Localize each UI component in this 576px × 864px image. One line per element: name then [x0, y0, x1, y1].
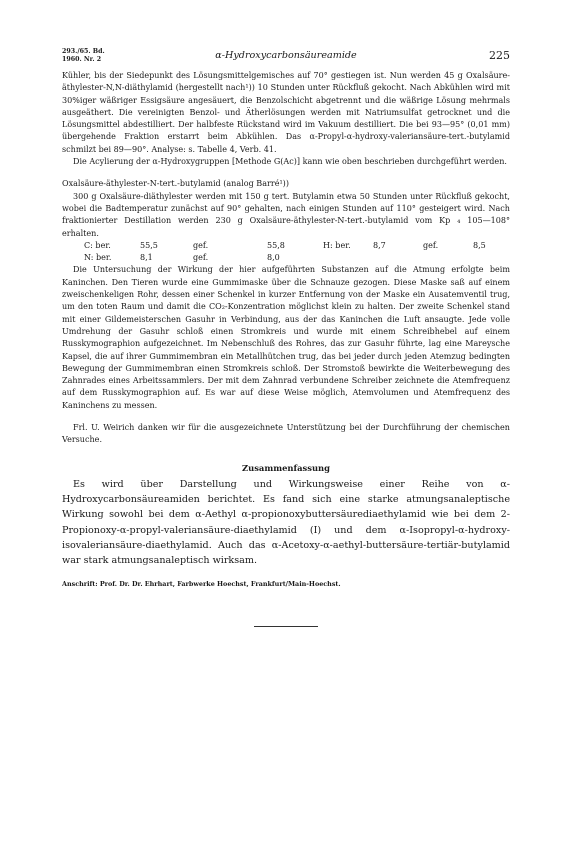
journal-volume: 293./65. Bd.: [62, 48, 105, 55]
analysis-row: C: ber. 55,5 gef. 55,8 H: ber. 8,7 gef. 8,5: [84, 240, 486, 250]
running-title: α-Hydroxycarbonsäureamide: [215, 50, 357, 61]
journal-year: 1960. Nr. 2: [62, 55, 102, 63]
journal-page: [62, 48, 510, 627]
page-header: [62, 48, 510, 70]
acknowledgement: Frl. U. Weirich danken wir für die ausgezeichnete Unterstützung bei der Durchführung der chemischen Versuche.: [62, 423, 510, 445]
summary-title: Zusammenfassung: [242, 462, 330, 473]
elemental-analysis: [84, 240, 510, 265]
author-address: Anschrift: Prof. Dr. Dr. Ehrhart, Farbwerke Hoechst, Frankfurt/Main-Hoechst.: [62, 580, 341, 589]
paragraph-synthesis: 300 g Oxalsäure-diäthylester werden mit 150 g tert. Butylamin etwa 50 Stunden unter Rückfluß gekocht, wobei die Badtemperatur zunächst auf 90° gehalten, nach einigen Stunden auf 110° gesteigert wird. Nach fraktionierter Destillation werden 230 g Oxalsäure-äthylester-N-tert.-butylamid vom Kp ₄ 105—108° erhalten.: [62, 191, 510, 238]
analysis-row: N: ber. 8,1 gef. 8,0: [84, 253, 280, 263]
subheading-compound: Oxalsäure-äthylester-N-tert.-butylamid (analog Barré¹)): [62, 179, 289, 189]
paragraph-procedure: Kühler, bis der Siedepunkt des Lösungsmittelgemisches auf 70° gestiegen ist. Nun werden 45 g Oxalsäure-äthylester-N,N-diäthylamid (hergestellt nach¹)) 10 Stunden unter Rückfluß gekocht. Nach Abkühlen wird mit 30%iger wäßriger Essigsäure angesäuert, die Benzolschicht abgetrennt und die wäßrige Lösung mehrmals ausgeäthert. Die vereinigten Benzol- und Ätherlösungen werden mit Natriumsulfat getrocknet und die Lösungsmittel abdestilliert. Der halbfeste Rückstand wird im Vakuum destilliert. Die bei 93—95° (0,01 mm) übergehende Fraktion erstarrt beim Abkühlen. Das α-Propyl-α-hydroxy-valeriansäure-tert.-butylamid schmilzt bei 89—90°. Analyse: s. Tabelle 4, Verb. 41.: [62, 71, 510, 154]
end-rule: [254, 626, 318, 627]
paragraph-acylation: Die Acylierung der α-Hydroxygruppen [Methode G(Ac)] kann wie oben beschrieben durchgeführt werden.: [73, 157, 507, 167]
summary-text: Es wird über Darstellung und Wirkungsweise einer Reihe von α-Hydroxycarbonsäureamiden berichtet. Es fand sich eine starke atmungsanaleptische Wirkung sowohl bei dem α-Aethyl α-propionoxybuttersäurediaethylamid wie bei dem 2-Propionoxy-α-propyl-valeriansäure-diaethylamid (I) und dem α-Isopropyl-α-hydroxy-isovaleriansäure-diaethylamid. Auch das α-Acetoxy-α-aethyl-buttersäure-tertiär-butylamid war stark atmungsanaleptisch wirksam.: [62, 478, 510, 567]
paragraph-method: Die Untersuchung der Wirkung der hier aufgeführten Substanzen auf die Atmung erfolgte beim Kaninchen. Den Tieren wurde eine Gummimaske über die Schnauze gezogen. Diese Maske saß auf einem zweischenkeligen Rohr, dessen einer Schenkel in kurzer Entfernung von der Maske ein Ausatemventil trug, um den toten Raum und damit die CO₂-Konzentration möglichst klein zu halten. Der zweite Schenkel stand mit einer Gildemeisterschen Gasuhr in Verbindung, aus der das Kaninchen die Luft ansaugte. Jede volle Umdrehung der Gasuhr schloß einen Stromkreis und wurde mit einem Schreibhebel auf einem Russkymographion aufgezeichnet. Im Nebenschluß des Rohres, das zur Gasuhr führte, lag eine Mareysche Kapsel, die auf ihrer Gummimembran ein Metallhütchen trug, das bei jeder durch jeden Atemzug bedingten Bewegung der Gummimembran einen Stromkreis schloß. Der Stromstoß bewirkte die Weiterbewegung des Zahnrades eines Arbeitssammlers. Der mit dem Zahnrad verbundene Schreiber zeichnete die Atemfrequenz auf dem Russkymographion auf. Es war auf diese Weise möglich, Atemvolumen und Atemfrequenz des Kaninchens zu messen.: [62, 265, 510, 410]
page-number: 225: [489, 49, 510, 62]
